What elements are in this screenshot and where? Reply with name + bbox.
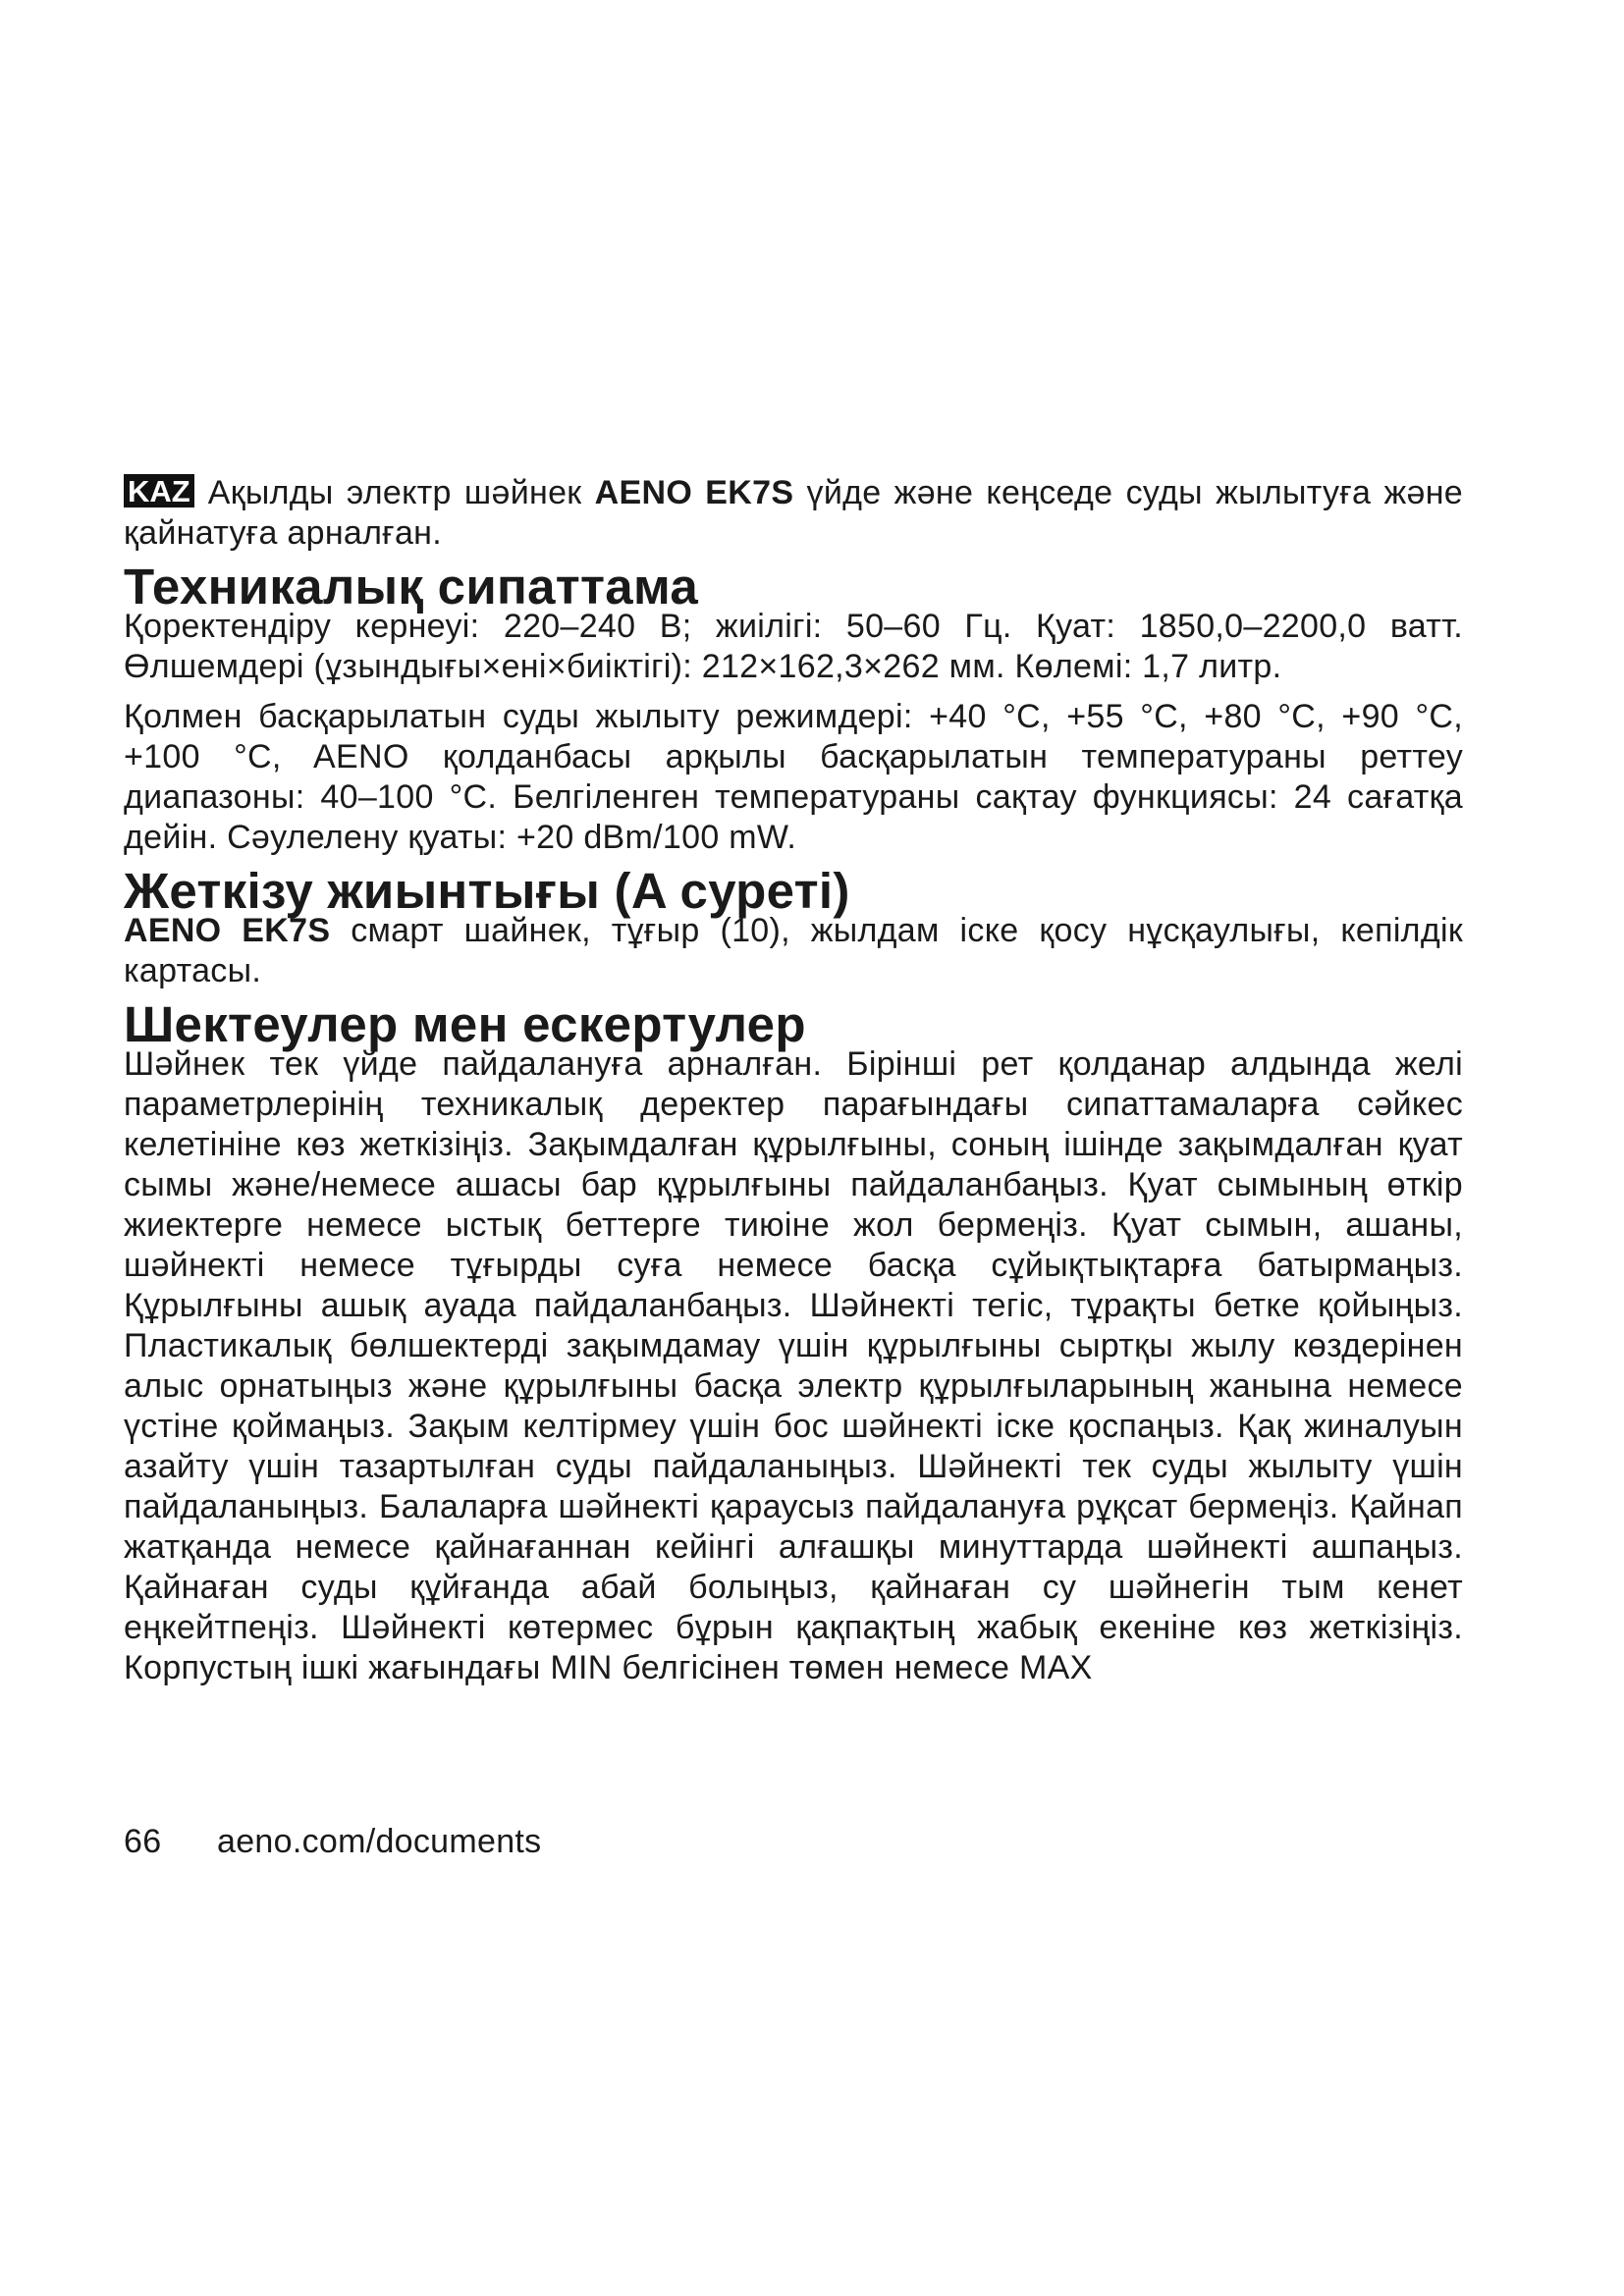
- specs-heading: Техникалық сипаттама: [124, 559, 698, 614]
- language-badge: KAZ: [124, 474, 194, 507]
- package-product-name: AENO EK7S: [124, 912, 331, 949]
- page-footer: [124, 1822, 541, 1862]
- specs-paragraph-power: Қоректендіру кернеуі: 220–240 В; жиілігі: 50–60 Гц. Қуат: 1850,0–2200,0 ватт. Өлшемдері (ұзындығы×ені×биіктігі): 212×162,3×262 мм. Көлемі: 1,7 литр.: [124, 608, 1463, 685]
- package-heading: Жеткізу жиынтығы (A суреті): [124, 863, 850, 919]
- intro-product-name: AENO EK7S: [594, 474, 794, 511]
- package-paragraph: [124, 911, 1463, 991]
- document-body: [124, 473, 1463, 1688]
- package-text: смарт шайнек, тұғыр (10), жылдам іске қосу нұсқаулығы, кепілдік картасы.: [124, 912, 1463, 989]
- intro-paragraph: [124, 473, 1463, 554]
- footer-url: aeno.com/documents: [217, 1823, 542, 1860]
- warnings-paragraph: Шәйнек тек үйде пайдалануға арналған. Бірінші рет қолданар алдында желі параметрлерінің техникалық деректер парағындағы сипаттамаларға сәйкес келетініне көз жеткізіңіз. Зақымдалған құрылғыны, соның ішінде зақымдалған қуат сымы және/немесе ашасы бар құрылғыны пайдаланбаңыз. Қуат сымының өткір жиектерге немесе ыстық беттерге тиюіне жол бермеңіз. Қуат сымын, ашаны, шәйнекті немесе тұғырды суға немесе басқа сұйықтықтарға батырмаңыз. Құрылғыны ашық ауада пайдаланбаңыз. Шәйнекті тегіс, тұрақты бетке қойыңыз. Пластикалық бөлшектерді зақымдамау үшін құрылғыны сыртқы жылу көздерінен алыс орнатыңыз және құрылғыны басқа электр құрылғыларының жанына немесе үстіне қоймаңыз. Зақым келтірмеу үшін бос шәйнекті іске қоспаңыз. Қақ жиналуын азайту үшін тазартылған суды пайдаланыңыз. Шәйнекті тек суды жылыту үшін пайдаланыңыз. Балаларға шәйнекті қараусыз пайдалануға рұқсат бермеңіз. Қайнап жатқанда немесе қайнағаннан кейінгі алғашқы минуттарда шәйнекті ашпаңыз. Қайнаған суды құйғанда абай болыңыз, қайнаған су шәйнегін тым кенет еңкейтпеңіз. Шәйнекті көтермес бұрын қақпақтың жабық екеніне көз жеткізіңіз. Корпустың ішкі жағындағы MIN белгісінен төмен немесе MAX: [124, 1045, 1463, 1686]
- intro-text-start: Ақылды электр шәйнек: [207, 474, 595, 511]
- warnings-heading: Шектеулер мен ескертулер: [124, 996, 806, 1052]
- page-number: 66: [124, 1823, 162, 1860]
- intro-text-end: үйде және кеңседе суды жылытуға және қайнатуға арналған.: [124, 474, 1463, 552]
- specs-paragraph-modes: Қолмен басқарылатын суды жылыту режимдері: +40 °C, +55 °C, +80 °C, +90 °C, +100 °C, AENO қолданбасы арқылы басқарылатын температураны реттеу диапазоны: 40–100 °C. Белгіленген температураны сақтау функциясы: 24 сағатқа дейін. Сәулелену қуаты: +20 dBm/100 mW.: [124, 698, 1463, 856]
